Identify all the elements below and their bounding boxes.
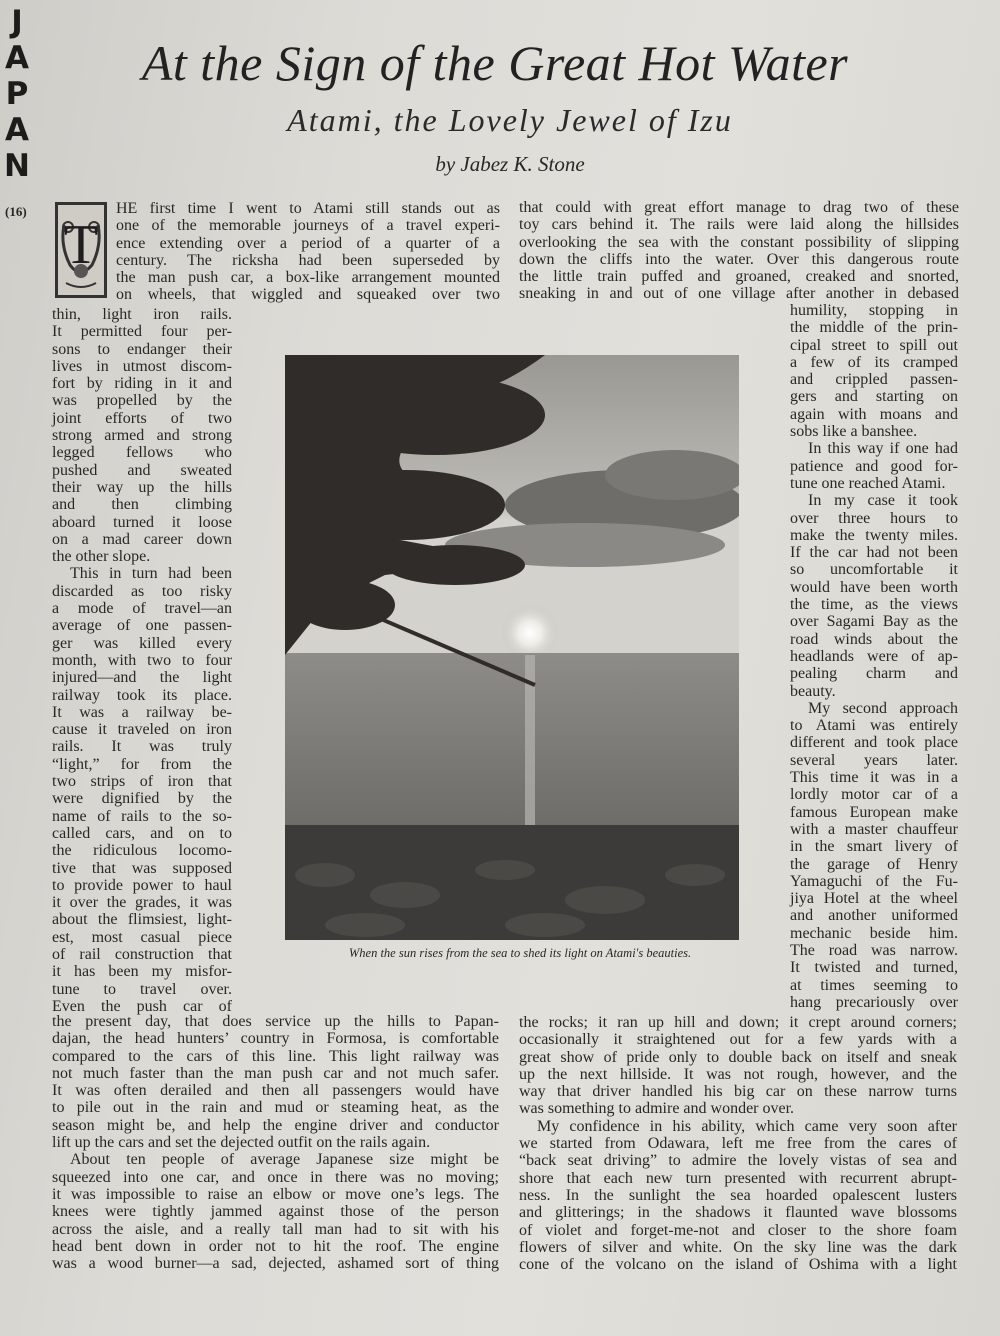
text-block-top-left [116,200,500,304]
text-line: great show of pride only to double back on itself and sneak [519,1048,957,1066]
text-line: joint efforts of two [52,409,232,427]
text-line: on a mad career down [52,530,232,548]
text-line: on wheels, that wiggled and squeaked over two [116,286,500,304]
text-line: shore that each new turn presented with recurrent abrupt- [519,1169,957,1187]
text-line: tune one reached Atami. [790,474,946,492]
text-line: to pile out in the rain and mud or steaming heat, as the [52,1099,499,1117]
text-line: two strips of iron that [52,773,232,791]
text-line: lordly motor car of a [790,786,958,804]
masthead-letter: A [5,40,29,76]
text-line: and another uniformed [790,907,958,925]
text-line: It twisted and turned, [790,959,958,977]
text-line: that could with great effort manage to drag two of these [519,199,959,216]
text-line: pealing charm and [790,665,958,683]
text-line: overlooking the sea with the constant possibility of slipping [519,233,959,251]
photo-caption: When the sun rises from the sea to shed its light on Atami's beauties. [348,946,692,960]
text-line: down the cliffs into the water. Over this dangerous route [519,250,959,268]
byline: by Jabez K. Stone [435,152,585,176]
text-line: of rail construction that [52,945,232,963]
text-line: the time, as the views [790,596,958,614]
text-line: squeezed into one car, and once in there was no moving; [52,1168,499,1186]
text-line: sons to endanger their [52,340,232,358]
page-number: (16) [5,204,27,219]
text-line: fort by riding in it and [52,375,232,393]
text-line: It was often derailed and then all passengers would have [52,1082,499,1100]
text-line: several years later. [790,751,958,769]
text-line: “light,” for from the [52,755,232,773]
text-line: HE first time I went to Atami still stands out as [116,200,500,217]
text-line: season might be, and help the engine driver and conductor [52,1116,499,1134]
text-line: a mode of travel—an [52,600,232,618]
text-line: one of the memorable journeys of a travel experi- [116,217,500,235]
text-line: sobs like a banshee. [790,423,918,441]
text-line: discarded as too risky [52,582,232,600]
text-line: compared to the cars of this line. This light railway was [52,1047,499,1065]
text-line: rails. It was truly [52,738,232,756]
text-line: Yamaguchi of the Fu- [790,872,958,890]
text-line: sneaking in and out of one village after another in debased [519,285,959,303]
text-line: the middle of the prin- [790,319,958,337]
text-line: In this way if one had [808,440,958,458]
text-line: name of rails to the so- [52,807,232,825]
text-line: ger was killed every [52,634,232,652]
text-line: their way up the hills [52,478,232,496]
text-line: different and took place [790,734,958,752]
text-line: Even the push car of [52,997,232,1015]
text-line: If the car had not been [790,544,958,562]
text-line: the man push car, a box-like arrangement mounted [116,269,500,287]
text-line: ness. In the sunlight the sea hoarded opalescent lusters [519,1186,957,1204]
text-line: tive that was supposed [52,859,232,877]
text-line: railway took its place. [52,686,232,704]
text-line: It was a railway be- [52,703,232,721]
masthead-japan [2,4,32,184]
text-line: of violet and forget-me-not and closer to the shore foam [519,1221,957,1239]
text-line: the ridiculous locomo- [52,842,232,860]
text-line: The road was narrow. [790,941,958,959]
article-subtitle: Atami, the Lovely Jewel of Izu [287,102,733,138]
text-line: This in turn had been [70,565,232,583]
text-line: This time it was in a [790,769,958,787]
text-line: and glitterings; in the shadows it flaunted wave blossoms [519,1204,957,1222]
text-line: famous European make [790,803,958,821]
text-line: My confidence in his ability, which came very soon after [537,1117,957,1135]
text-line: and crippled passen- [790,371,958,389]
text-line: It permitted four per- [52,323,232,341]
article-title: At the Sign of the Great Hot Water [141,35,849,91]
text-line: aboard turned it loose [52,513,232,531]
text-line: over three hours to [790,509,958,527]
text-line: hang precariously over [790,993,958,1011]
text-line: legged fellows who [52,444,232,462]
text-line: humility, stopping in [790,302,958,319]
cloud [605,450,739,500]
drop-cap [55,202,107,298]
text-line: toy cars behind it. The rails were laid along the hillsides [519,216,959,234]
text-line: About ten people of average Japanese size might be [70,1151,499,1169]
text-line: were dignified by the [52,790,232,808]
masthead-letter: N [4,148,30,184]
ornament-icon [58,205,104,295]
text-line: patience and good for- [790,457,958,475]
text-line: was something to admire and wonder over. [519,1100,795,1118]
sunrise-sea-photo [285,355,739,940]
text-line: My second approach [808,699,958,717]
text-line: the rocks; it ran up hill and down; it crept around corners; [519,1014,957,1031]
text-line: month, with two to four [52,651,232,669]
text-line: and then climbing [52,496,232,514]
text-line: mechanic beside him. [790,924,958,942]
text-line: we started from Odawara, left me free from the cares of [519,1135,957,1153]
text-line: to Atami was entirely [790,717,958,735]
text-line: In my case it took [808,492,958,510]
text-line: not much faster than the man push car and not much safer. [52,1064,499,1082]
text-line: average of one passen- [52,617,232,635]
text-line: road winds about the [790,630,958,648]
text-line: way that driver handled his big car on these narrow turns [519,1083,957,1101]
text-block-top-right [519,199,959,303]
text-line: cone of the volcano on the island of Oshima with a light [519,1256,957,1274]
text-line: strong armed and strong [52,427,232,445]
text-block-left-column [52,306,232,1015]
text-line: was a wood burner—a sad, dejected, ashamed sort of thing [52,1255,499,1273]
text-line: headlands were of ap- [790,647,958,665]
text-line: cipal street to spill out [790,336,958,354]
text-line: so uncomfortable it [790,561,958,579]
text-line: the garage of Henry [790,855,958,873]
masthead-letter: P [5,76,29,112]
text-line: a few of its cramped [790,353,958,371]
text-line: about the flimsiest, light- [52,911,232,929]
text-line: head bent down in order not to hit the roof. The engine [52,1237,499,1255]
text-line: occasionally it straightened out for a few yards with a [519,1031,957,1049]
text-line: was propelled by the [52,392,232,410]
text-block-bottom-right [519,1014,957,1273]
text-line: “back seat driving” to admire the lovely vistas of sea and [519,1152,957,1170]
text-line: the other slope. [52,548,151,566]
masthead-letter: A [5,112,29,148]
drop-cap-letter: T [63,214,99,276]
text-line: cause it traveled on iron [52,721,232,739]
text-line: injured—and the light [52,669,232,687]
text-line: dajan, the head hunters’ country in Formosa, is comfortable [52,1030,499,1048]
text-line: est, most casual piece [52,928,232,946]
text-block-right-column [790,302,958,1011]
text-line: tune to travel over. [52,980,232,998]
text-line: would have been worth [790,578,958,596]
text-line: at times seeming to [790,976,958,994]
text-line: in the smart livery of [790,838,958,856]
text-line: century. The ricksha had been superseded by [116,251,500,269]
text-line: gers and starting on [790,388,958,406]
text-line: thin, light iron rails. [52,306,232,323]
text-line: ence extending over a period of a quarter of a [116,234,500,252]
text-line: beauty. [790,682,836,700]
text-line: across the aisle, and a really tall man had to sit with his [52,1220,499,1238]
text-line: lives in utmost discom- [52,357,232,375]
text-line: flowers of silver and white. On the sky line was the dark [519,1238,957,1256]
text-line: called cars, and on to [52,824,232,842]
text-line: pushed and sweated [52,461,232,479]
text-line: lift up the cars and set the dejected outfit on the rails again. [52,1134,431,1152]
text-line: to provide power to haul [52,876,232,894]
text-line: knees were tightly jammed against those of the person [52,1203,499,1221]
text-line: up the next hillside. It was not rough, however, and the [519,1065,957,1083]
text-block-bottom-left [52,1013,499,1272]
text-line: it has been my misfor- [52,963,232,981]
text-line: jiya Hotel at the wheel [790,890,958,908]
masthead-letter: J [11,4,23,40]
text-line: it over the grades, it was [52,894,232,912]
text-line: make the twenty miles. [790,526,958,544]
text-line: the present day, that does service up the hills to Papan- [52,1013,499,1030]
text-line: again with moans and [790,405,958,423]
text-line: the little train puffed and groaned, creaked and snorted, [519,268,959,286]
text-line: over Sagami Bay as the [790,613,958,631]
text-line: it was impossible to raise an elbow or move one’s legs. The [52,1185,499,1203]
text-line: with a master chauffeur [790,820,958,838]
